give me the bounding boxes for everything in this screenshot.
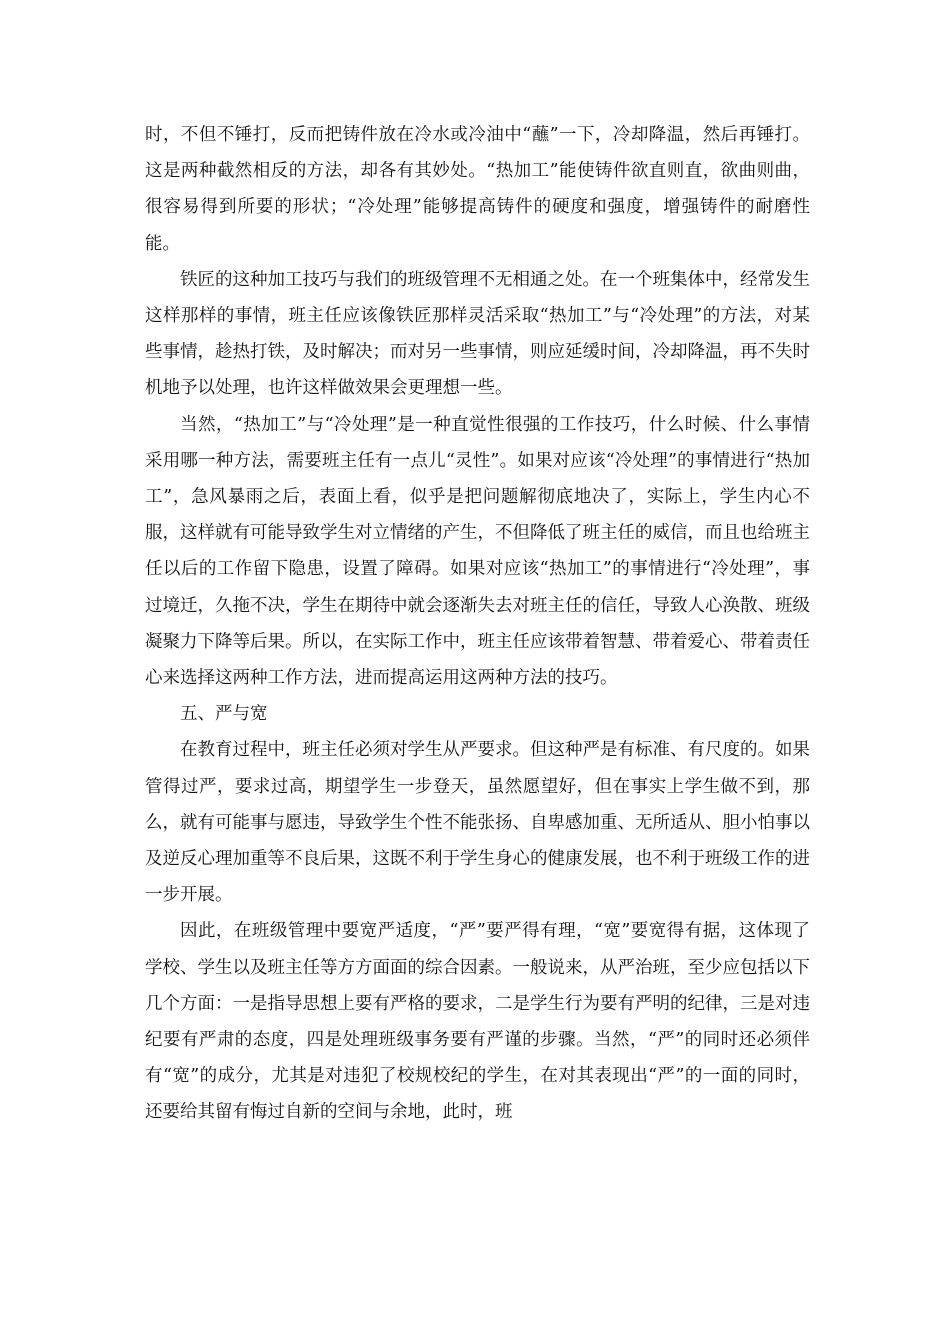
paragraph-balance: 因此，在班级管理中要宽严适度，“严”要严得有理，“宽”要宽得有据，这体现了学校、学生以及班主任等方方面面的综合因素。一般说来，从严治班，至少应包括以下几个方面：一是指导思想上要有严格的要求，二是学生行为要有严明的纪律，三是对违纪要有严肃的态度，四是处理班级事务要有严谨的步骤。当然，“严”的同时还必须伴有“宽”的成分，尤其是对违犯了校规校纪的学生，在对其表现出“严”的一面的同时，还要给其留有悔过自新的空间与余地，此时，班 — [145, 921, 810, 1123]
paragraph-hot-cold-technique: 当然，“热加工”与“冷处理”是一种直觉性很强的工作技巧，什么时候、什么事情采用哪一种方法，需要班主任有一点儿“灵性”。如果对应该“冷处理”的事情进行“热加工”，急风暴雨之后，表面上看，似乎是把问题解彻底地决了，实际上，学生内心不服，这样就有可能导致学生对立情绪的产生，不但降低了班主任的威信，而且也给班主任以后的工作留下隐患，设置了障碍。如果对应该“热加工”的事情进行“冷处理”，事过境迁，久拖不决，学生在期待中就会逐渐失去对班主任的信任，导致人心涣散、班级凝聚力下降等后果。所以，在实际工作中，班主任应该带着智慧、带着爱心、带着责任心来选择这两种工作方法，进而提高运用这两种方法的技巧。 — [145, 414, 810, 689]
paragraph-strictness: 在教育过程中，班主任必须对学生从严要求。但这种严是有标准、有尺度的。如果管得过严，要求过高，期望学生一步登天，虽然愿望好，但在事实上学生做不到，那么，就有可能事与愿违，导致学生个性不能张扬、自卑感加重、无所适从、胆小怕事以及逆反心理加重等不良后果，这既不利于学生身心的健康发展，也不利于班级工作的进一步开展。 — [145, 740, 810, 906]
paragraph-blacksmith-analogy: 铁匠的这种加工技巧与我们的班级管理不无相通之处。在一个班集体中，经常发生这样那样的事情，班主任应该像铁匠那样灵活采取“热加工”与“冷处理”的方法，对某些事情，趁热打铁，及时解决；而对另一些事情，则应延缓时间，冷却降温，再不失时机地予以处理，也许这样做效果会更理想一些。 — [145, 269, 810, 399]
document-body — [145, 117, 810, 1131]
section-heading: 五、严与宽 — [180, 704, 268, 725]
paragraph-continuation: 时，不但不锤打，反而把铸件放在冷水或冷油中“蘸”一下，冷却降温，然后再锤打。这是两种截然相反的方法，却各有其妙处。“热加工”能使铸件欲直则直，欲曲则曲，很容易得到所要的形状；“冷处理”能够提高铸件的硬度和强度，增强铸件的耐磨性能。 — [145, 125, 810, 254]
